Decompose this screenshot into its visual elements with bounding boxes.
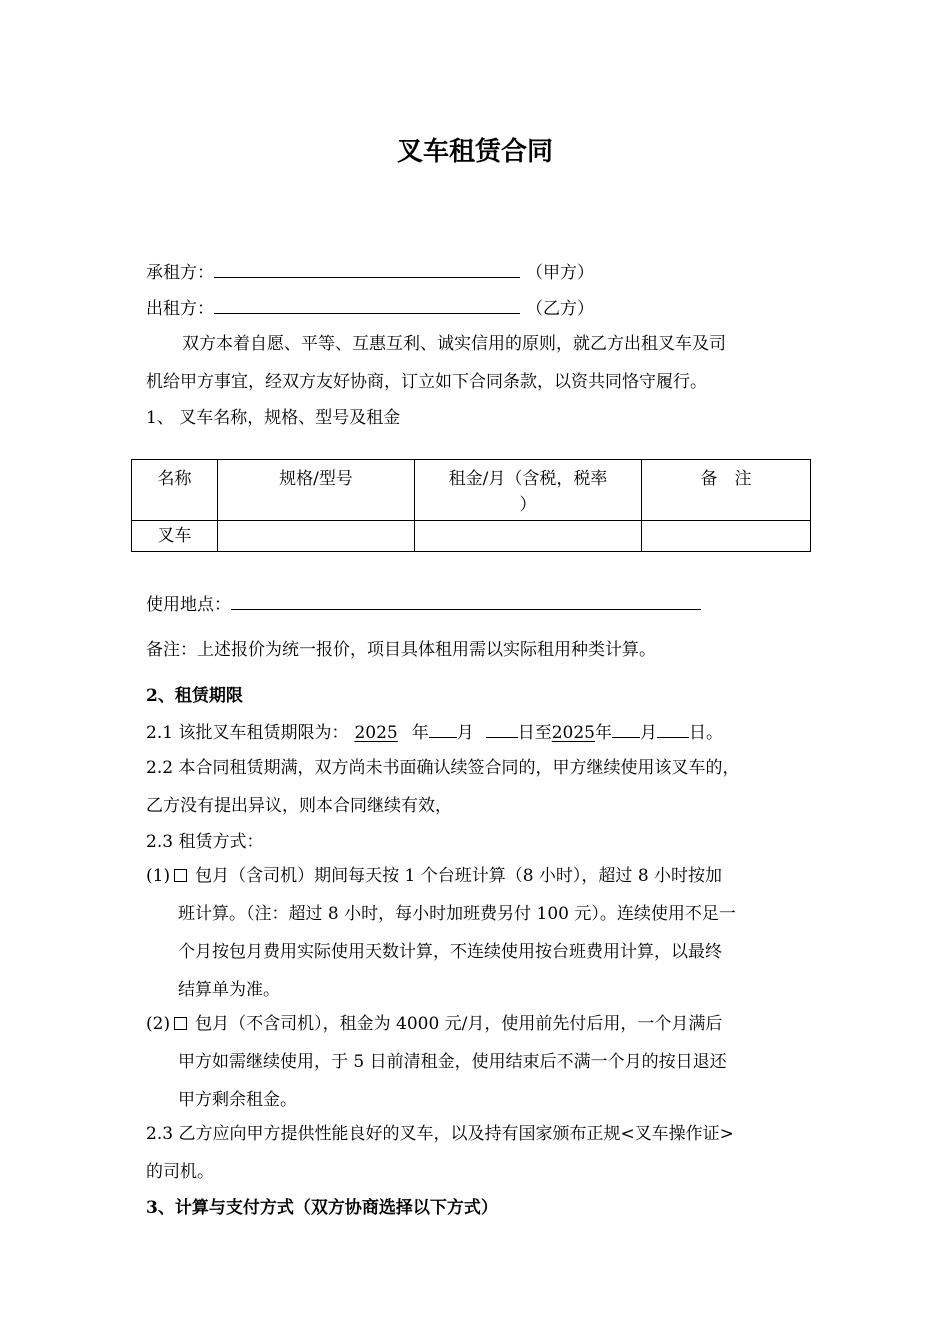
table-row: [132, 521, 811, 552]
table-cell: 叉车: [132, 521, 218, 552]
option-2-line-1: [146, 1013, 722, 1035]
rent-header-line-2: ）: [519, 495, 537, 515]
option-1-line-3: 个月按包月费用实际使用天数计算，不连续使用按台班费用计算，以最终: [178, 942, 722, 962]
option-1-line-4: 结算单为准。: [178, 980, 280, 1000]
option-2-checkbox[interactable]: [174, 1017, 187, 1030]
end-month-label: 月: [639, 723, 657, 743]
end-year[interactable]: 2025: [551, 723, 595, 743]
table-cell[interactable]: [218, 521, 415, 552]
start-year[interactable]: 2025: [354, 723, 398, 743]
note: 备注：上述报价为统一报价，项目具体租用需以实际租用种类计算。: [146, 640, 656, 660]
party-b-blank[interactable]: [214, 297, 520, 314]
end-day-blank[interactable]: [657, 721, 689, 738]
start-day-blank[interactable]: [486, 721, 518, 738]
location-label: 使用地点：: [146, 595, 231, 615]
end-month-blank[interactable]: [612, 721, 640, 738]
clause-2-1-prefix: 2.1 该批叉车租赁期限为：: [146, 723, 349, 743]
day-to-label: 日至: [517, 723, 552, 743]
table-header-row: [132, 460, 811, 521]
party-b-line: [146, 297, 594, 320]
year-label: 年: [411, 723, 429, 743]
party-b-suffix: （乙方）: [526, 299, 594, 319]
clause-2-2-line-1: 2.2 本合同租赁期满，双方尚未书面确认续签合同的，甲方继续使用该叉车的，: [146, 758, 740, 778]
option-2-line-3: 甲方剩余租金。: [178, 1090, 297, 1110]
clause-2-2-line-2: 乙方没有提出异议，则本合同继续有效，: [146, 796, 452, 816]
option-2-text: 包月（不含司机），租金为 4000 元/月，使用前先付后用，一个月满后: [195, 1014, 723, 1034]
table-header-cell: 名称: [132, 460, 218, 521]
option-1-text: 包月（含司机）期间每天按 1 个台班计算（8 小时），超过 8 小时按加: [195, 866, 723, 886]
section-3-heading: 3、计算与支付方式（双方协商选择以下方式）: [146, 1198, 498, 1218]
end-year-label: 年: [594, 723, 612, 743]
table-cell[interactable]: [415, 521, 642, 552]
option-1-line-2: 班计算。（注：超过 8 小时，每小时加班费另付 100 元）。连续使用不足一: [178, 904, 736, 924]
party-b-label: 出租方：: [146, 299, 214, 319]
clause-2-3-heading: 2.3 租赁方式：: [146, 832, 264, 852]
section-2-heading: 2、租赁期限: [146, 686, 243, 706]
month-label: 月: [456, 723, 474, 743]
intro-line-1: 双方本着自愿、平等、互惠互利、诚实信用的原则，就乙方出租叉车及司: [182, 334, 726, 354]
location-blank[interactable]: [231, 593, 701, 610]
table-cell[interactable]: [642, 521, 811, 552]
document-title: 叉车租赁合同: [396, 137, 553, 167]
intro-line-2: 机给甲方事宜，经双方友好协商，订立如下合同条款，以资共同恪守履行。: [146, 372, 707, 392]
rent-header-line-1: 租金/月（含税，税率: [448, 469, 608, 489]
end-day-label: 日。: [688, 723, 723, 743]
table-header-cell: [415, 460, 642, 521]
table-header-cell: 备 注: [642, 460, 811, 521]
party-a-label: 承租方：: [146, 263, 214, 283]
option-2-line-2: 甲方如需继续使用，于 5 日前清租金，使用结束后不满一个月的按日退还: [178, 1052, 727, 1072]
option-2-number: (2): [146, 1014, 171, 1034]
clause-2-3b-line-2: 的司机。: [146, 1162, 214, 1182]
party-a-blank[interactable]: [214, 261, 520, 278]
spec-table: [131, 459, 811, 552]
option-1-checkbox[interactable]: [174, 869, 187, 882]
start-month-blank[interactable]: [429, 721, 457, 738]
party-a-suffix: （甲方）: [526, 263, 594, 283]
option-1-line-1: [146, 865, 722, 887]
table-header-cell: 规格/型号: [218, 460, 415, 521]
option-1-number: (1): [146, 866, 171, 886]
clause-2-1: [146, 721, 723, 744]
location-line: [146, 593, 701, 616]
clause-2-3b-line-1: 2.3 乙方应向甲方提供性能良好的叉车，以及持有国家颁布正规<叉车操作证>: [146, 1124, 734, 1144]
party-a-line: [146, 261, 594, 284]
section-1-heading: 1、 叉车名称，规格、型号及租金: [146, 408, 401, 428]
